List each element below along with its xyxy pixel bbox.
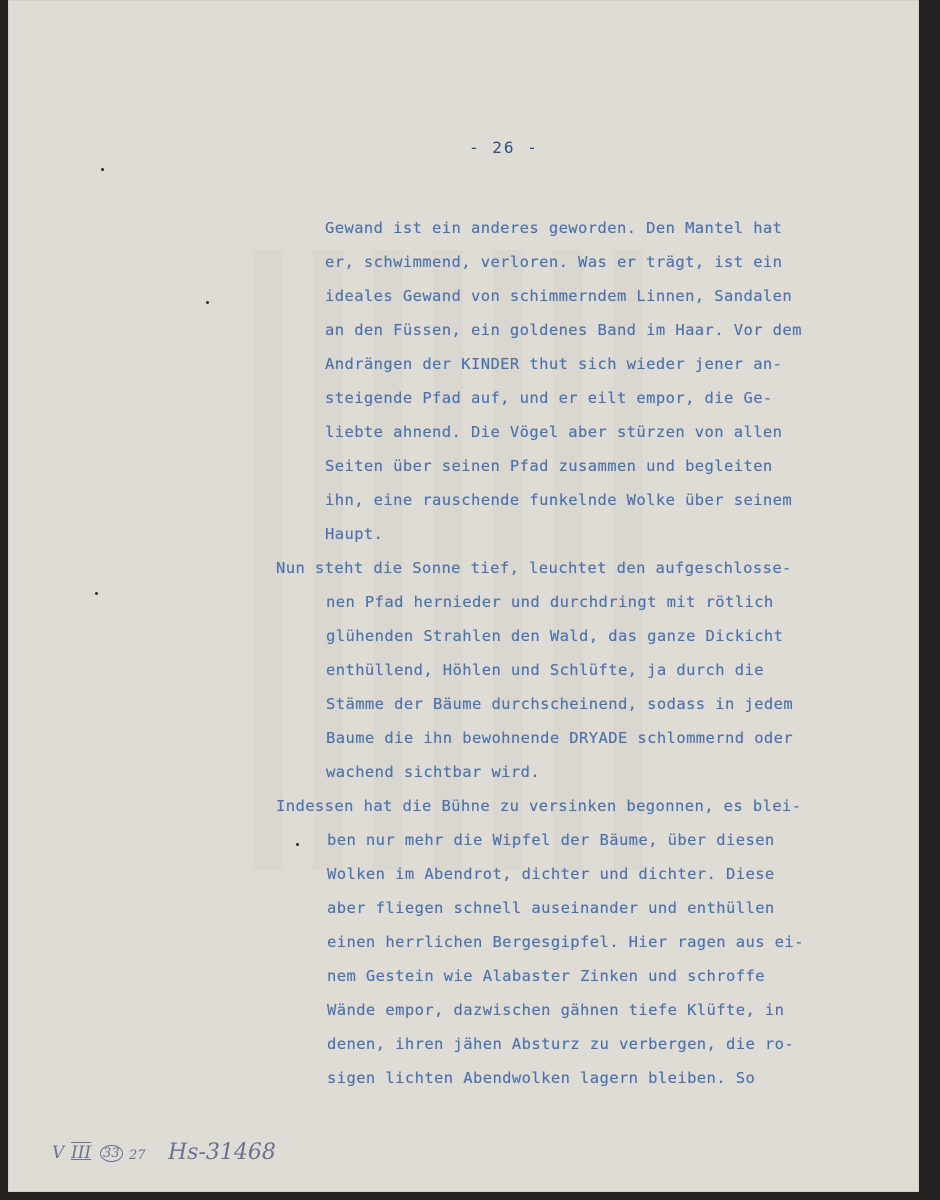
paper-speck xyxy=(101,168,104,171)
text-line: Haupt. xyxy=(325,525,384,543)
paper-speck xyxy=(296,843,299,846)
archive-shelfmark: Hs-31468 xyxy=(168,1140,276,1165)
text-line: Andrängen der KINDER thut sich wieder jener an- xyxy=(325,355,783,373)
text-line: enthüllend, Höhlen und Schlüfte, ja durch die xyxy=(326,661,764,679)
text-line: Wände empor, dazwischen gähnen tiefe Klüfte, in xyxy=(327,1001,785,1019)
text-line: einen herrlichen Bergesgipfel. Hier ragen aus ei- xyxy=(327,933,804,951)
text-line: steigende Pfad auf, und er eilt empor, die Ge- xyxy=(325,389,773,407)
text-line: liebte ahnend. Die Vögel aber stürzen von allen xyxy=(325,423,783,441)
text-line: Indessen hat die Bühne zu versinken begonnen, es blei- xyxy=(276,797,802,815)
text-line: er, schwimmend, verloren. Was er trägt, ist ein xyxy=(325,253,783,271)
text-line: Seiten über seinen Pfad zusammen und begleiten xyxy=(325,457,773,475)
text-line: nem Gestein wie Alabaster Zinken und schroffe xyxy=(327,967,765,985)
paper-speck xyxy=(206,301,209,304)
archive-signature-part: V xyxy=(52,1143,65,1163)
text-line: denen, ihren jähen Absturz zu verbergen, die ro- xyxy=(327,1035,795,1053)
text-line: Gewand ist ein anderes geworden. Den Mantel hat xyxy=(325,219,783,237)
text-line: an den Füssen, ein goldenes Band im Haar. Vor dem xyxy=(325,321,802,339)
text-line: ideales Gewand von schimmerndem Linnen, Sandalen xyxy=(325,287,793,305)
page-number: - 26 - xyxy=(469,138,539,157)
archive-signature-part: III xyxy=(71,1143,92,1163)
archive-signature-part: 33 xyxy=(100,1145,123,1162)
scan-edge xyxy=(919,0,940,1200)
text-line: glühenden Strahlen den Wald, das ganze Dickicht xyxy=(326,627,784,645)
text-line: Wolken im Abendrot, dichter und dichter. Diese xyxy=(327,865,775,883)
text-line: ihn, eine rauschende funkelnde Wolke über seinem xyxy=(325,491,793,509)
text-line: Stämme der Bäume durchscheinend, sodass in jedem xyxy=(326,695,794,713)
text-line: Baume die ihn bewohnende DRYADE schlommernd oder xyxy=(326,729,794,747)
archive-signature-part: 27 xyxy=(129,1148,146,1163)
paper-speck xyxy=(95,592,98,595)
text-line: ben nur mehr die Wipfel der Bäume, über diesen xyxy=(327,831,775,849)
text-line: nen Pfad hernieder und durchdringt mit rötlich xyxy=(326,593,774,611)
text-line: wachend sichtbar wird. xyxy=(326,763,541,781)
text-line: Nun steht die Sonne tief, leuchtet den aufgeschlosse- xyxy=(276,559,792,577)
text-line: sigen lichten Abendwolken lagern bleiben. So xyxy=(327,1069,756,1087)
text-line: aber fliegen schnell auseinander und enthüllen xyxy=(327,899,775,917)
